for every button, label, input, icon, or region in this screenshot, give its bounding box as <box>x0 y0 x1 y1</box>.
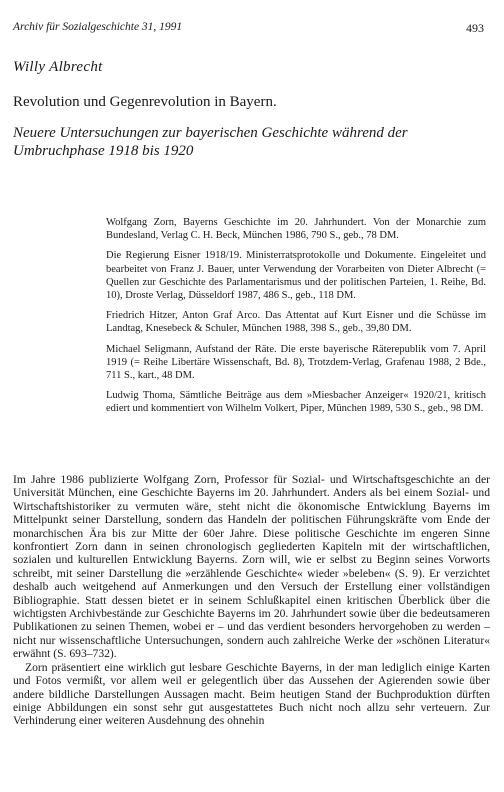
reviewed-books-list <box>106 216 486 423</box>
article-author: Willy Albrecht <box>13 59 103 75</box>
reference-entry: Wolfgang Zorn, Bayerns Geschichte im 20. Jahrhundert. Von der Monarchie zum Bundesland, Verlag C. H. Beck, München 1986, 790 S., geb., 78 DM. <box>106 217 486 242</box>
article-title: Revolution und Gegenrevolution in Bayern. <box>13 94 277 110</box>
reference-entry: Die Regierung Eisner 1918/19. Ministerratsprotokolle und Dokumente. Eingeleitet und bearbeitet von Franz J. Bauer, unter Verwendung der Vorarbeiten von Dieter Albrecht (= Quellen zur Geschichte des Parlamentarismus und der politischen Parteien, 1. Reihe, Bd. 10), Droste Verlag, Düsseldorf 1987, 486 S., geb., 118 DM. <box>106 250 486 302</box>
reference-entry: Michael Seligmann, Aufstand der Räte. Die erste bayerische Räterepublik vom 7. April 1919 (= Reihe Libertäre Wissenschaft, Bd. 8), Trotzdem-Verlag, Grafenau 1988, 2 Bde., 711 S., kart., 48 DM. <box>106 343 486 382</box>
article-subtitle: Neuere Untersuchungen zur bayerischen Geschichte während der Umbruchphase 1918 bis 1920 <box>13 125 408 159</box>
body-paragraph: Im Jahre 1986 publizierte Wolfgang Zorn, Professor für Sozial- und Wirtschaftsgeschichte an der Universität München, eine Geschichte Bayerns im 20. Jahrhundert. Anders als bei einem Sozial- und Wirtschaftshistoriker zu vermuten wäre, steht nicht die ökonomische Entwicklung Bayerns im Mittelpunkt seiner Darstellung, sondern das Handeln der politischen Führungskräfte vom Ende der monarchischen Ära bis zur Mitte der 60er Jahre. Diese politische Geschichte im engeren Sinne konfrontiert Zorn dann in seinen chronologisch gegliederten Kapiteln mit der wirtschaftlichen, sozialen und kulturellen Entwicklung Bayerns. Zorn will, wie er selbst zu Beginn seines Vorworts schreibt, mit seiner Darstellung die »erzählende Geschichte« wieder »beleben« (S. 9). Er verzichtet deshalb auch weitgehend auf Anmerkungen und den Versuch der Erstellung einer vollständigen Bibliographie. Statt dessen bietet er in seinem Schlußkapitel einen kritischen Überblick über die wichtigsten Archivbestände zur Geschichte Bayerns im 20. Jahrhundert sowie über die bedeutsameren Publikationen zu seinen Themen, wobei er – und das verdient besonders hervorgehoben zu werden – nicht nur wissenschaftliche Untersuchungen, sondern auch zahlreiche Werke der »schönen Literatur« erwähnt (S. 693–732). <box>13 473 490 661</box>
reference-entry: Friedrich Hitzer, Anton Graf Arco. Das Attentat auf Kurt Eisner und die Schüsse im Landtag, Knesebeck & Schuler, München 1988, 398 S., geb., 39,80 DM. <box>106 310 486 335</box>
body-paragraph: Zorn präsentiert eine wirklich gut lesbare Geschichte Bayerns, in der man lediglich einige Karten und Fotos vermißt, vor allem weil er gelegentlich über das Aussehen der Agierenden sowie über andere bildliche Darstellungen Aussagen macht. Beim heutigen Stand der Buchproduktion dürften einige Abbildungen ein sonst sehr gut ausgestattetes Buch nicht noch allzu sehr verteuern. Zur Verhinderung einer weiteren Ausdehnung des ohnehin <box>13 660 490 728</box>
page-number: 493 <box>466 21 484 35</box>
journal-header: Archiv für Sozialgeschichte 31, 1991 <box>13 21 183 33</box>
reference-entry: Ludwig Thoma, Sämtliche Beiträge aus dem »Miesbacher Anzeiger« 1920/21, kritisch ediert und kommentiert von Wilhelm Volkert, Piper, München 1989, 530 S., geb., 98 DM. <box>106 390 486 415</box>
article-body <box>13 473 490 728</box>
